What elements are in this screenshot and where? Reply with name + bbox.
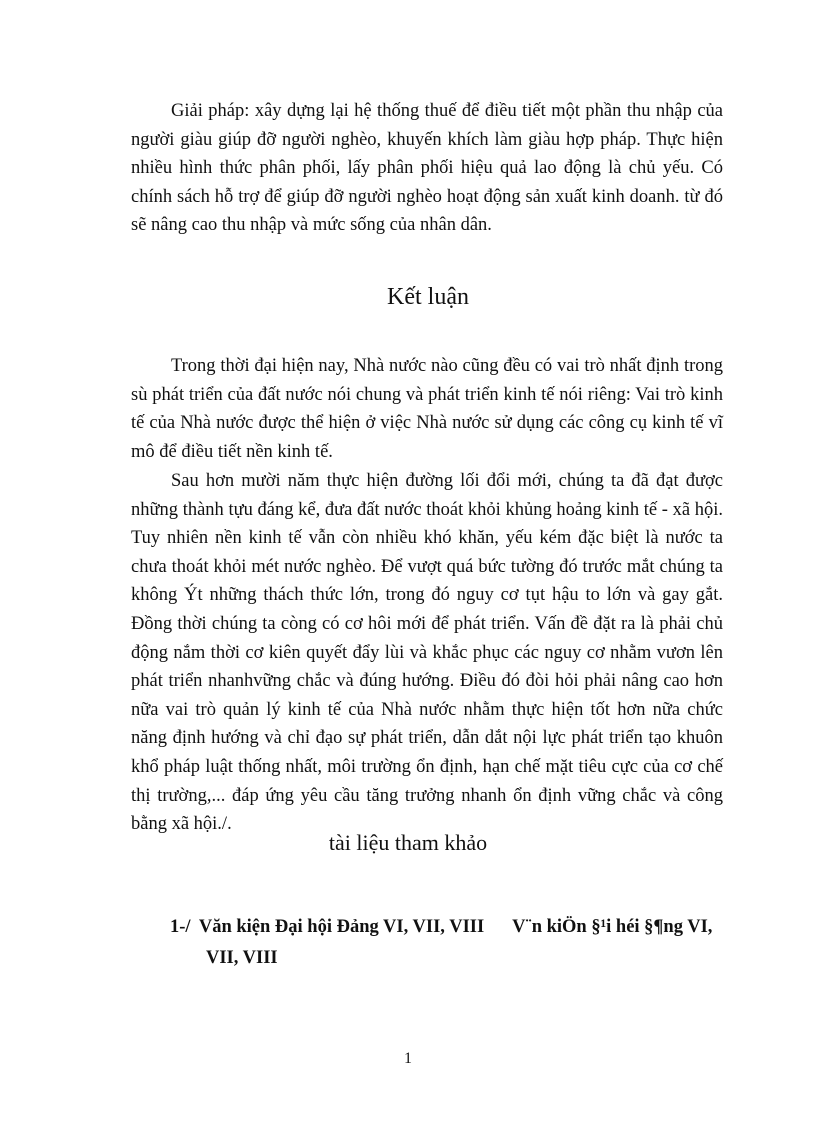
paragraph-solution: Giải pháp: xây dựng lại hệ thống thuế để điều tiết một phần thu nhập của người giàu giúp đỡ người nghèo, khuyến khích làm giàu hợp pháp. Thực hiện nhiều hình thức phân phối, lấy phân phối hiệu quả lao động là chủ yếu. Có chính sách hỗ trợ để giúp đỡ người nghèo hoạt động sản xuất kinh doanh. từ đó sẽ nâng cao thu nhập và mức sống của nhân dân.: [131, 101, 723, 236]
reference-title: Văn kiện Đại hội Đảng VI, VII, VIII: [198, 917, 485, 937]
reference-item: [170, 912, 730, 974]
heading-conclusion: Kết luận: [387, 284, 469, 310]
reference-number: 1-/: [170, 917, 191, 937]
page-number: 1: [404, 1050, 412, 1067]
reference-title-garbled: V¨n kiÖn §¹i héi §¶ng VI,: [512, 917, 713, 937]
reference-continuation: VII, VIII: [206, 948, 278, 968]
paragraph-conclusion-1: Trong thời đại hiện nay, Nhà nước nào cũng đều có vai trò nhất định trong sù phát triển của đất nước nói chung và phát triển kinh tế nói riêng: Vai trò kinh tế của Nhà nước được thể hiện ở việc Nhà nước sử dụng các công cụ kinh tế vĩ mô để điều tiết nền kinh tế.: [131, 356, 723, 462]
heading-references: tài liệu tham khảo: [328, 830, 488, 855]
paragraph-conclusion-2: Sau hơn mười năm thực hiện đường lối đổi mới, chúng ta đã đạt được những thành tựu đáng kể, đưa đất nước thoát khỏi khủng hoảng kinh tế - xã hội. Tuy nhiên nền kinh tế vẫn còn nhiều khó khăn, yếu kém đặc biệt là nước ta chưa thoát khỏi mét nước nghèo. Để vượt quá bức tường đó trước mắt chúng ta không Ýt những thách thức lớn, trong đó nguy cơ tụt hậu to lớn và gay gắt. Đồng thời chúng ta còng có cơ hôi mới để phát triển. Vấn đề đặt ra là phải chủ động nắm thời cơ kiên quyết đẩy lùi và khắc phục các nguy cơ nhằm vươn lên phát triển nhanhvững chắc và đúng hướng. Điều đó đòi hỏi phải nâng cao hơn nữa vai trò quản lý kinh tế của Nhà nước nhằm thực hiện tốt hơn nữa chức năng định hướng và chỉ đạo sự phát triển, dẫn dắt nội lực phát triển tạo khuôn khổ pháp luật thống nhất, môi trường ổn định, hạn chế mặt tiêu cực của cơ chế thị trường,... đáp ứng yêu cầu tăng trưởng nhanh ổn định vững chắc và công bằng xã hội./.: [131, 471, 723, 835]
